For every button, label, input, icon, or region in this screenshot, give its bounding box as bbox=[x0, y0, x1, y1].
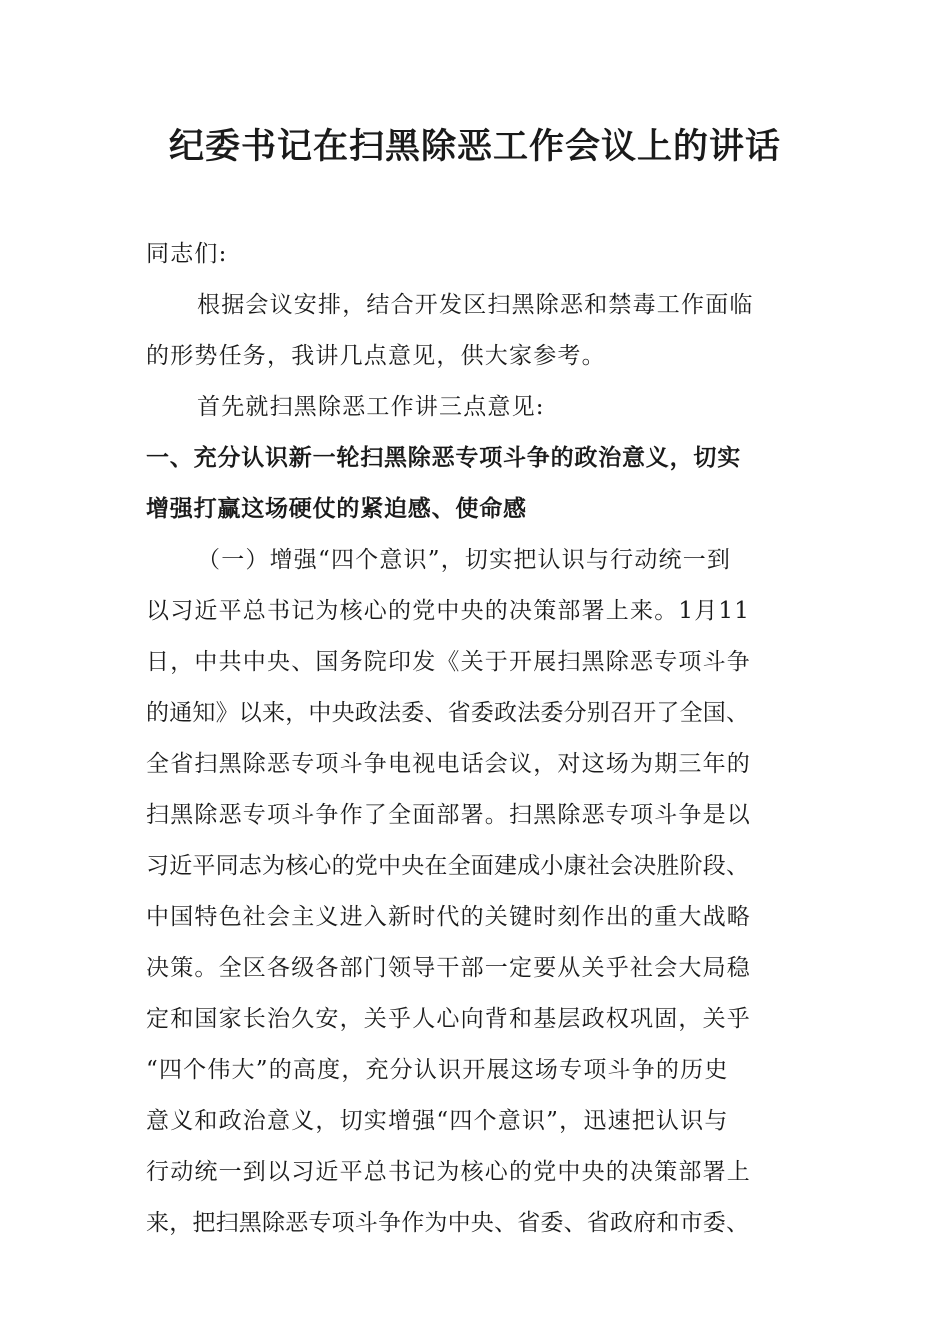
paragraph-line: 行动统一到以习近平总书记为核心的党中央的决策部署上 bbox=[146, 1159, 751, 1185]
paragraph-line: （一）增强“四个意识”，切实把认识与行动统一到 bbox=[197, 547, 732, 573]
paragraph-line: 定和国家长治久安，关乎人心向背和基层政权巩固，关乎 bbox=[146, 1006, 751, 1032]
paragraph-line: 全省扫黑除恶专项斗争电视电话会议，对这场为期三年的 bbox=[146, 751, 751, 777]
paragraph-line: 以习近平总书记为核心的党中央的决策部署上来。1月11 bbox=[146, 598, 751, 624]
paragraph-line: 日，中共中央、国务院印发《关于开展扫黑除恶专项斗争 bbox=[146, 649, 751, 675]
paragraph-line: 根据会议安排，结合开发区扫黑除恶和禁毒工作面临 bbox=[197, 292, 754, 318]
paragraph-line: 决策。全区各级各部门领导干部一定要从关乎社会大局稳 bbox=[146, 955, 751, 981]
paragraph-line: 扫黑除恶专项斗争作了全面部署。扫黑除恶专项斗争是以 bbox=[146, 802, 751, 828]
paragraph-line: 的通知》以来，中央政法委、省委政法委分别召开了全国、 bbox=[146, 700, 750, 726]
paragraph-line: 来，把扫黑除恶专项斗争作为中央、省委、省政府和市委、 bbox=[146, 1210, 750, 1236]
paragraph-line: “四个伟大”的高度，充分认识开展这场专项斗争的历史 bbox=[146, 1057, 729, 1083]
lead-sentence: 首先就扫黑除恶工作讲三点意见: bbox=[197, 394, 545, 420]
paragraph-line: 中国特色社会主义进入新时代的关键时刻作出的重大战略 bbox=[146, 904, 751, 930]
section-heading-line: 增强打赢这场硬仗的紧迫感、使命感 bbox=[146, 496, 527, 522]
paragraph-line: 的形势任务，我讲几点意见，供大家参考。 bbox=[146, 343, 606, 369]
document-title: 纪委书记在扫黑除恶工作会议上的讲话 bbox=[168, 126, 781, 167]
document-body bbox=[146, 229, 806, 1249]
section-heading-line: 一、充分认识新一轮扫黑除恶专项斗争的政治意义，切实 bbox=[146, 445, 741, 471]
paragraph-line: 习近平同志为核心的党中央在全面建成小康社会决胜阶段、 bbox=[146, 853, 750, 879]
salutation: 同志们: bbox=[146, 241, 228, 267]
paragraph-line: 意义和政治意义，切实增强“四个意识”，迅速把认识与 bbox=[146, 1108, 729, 1134]
